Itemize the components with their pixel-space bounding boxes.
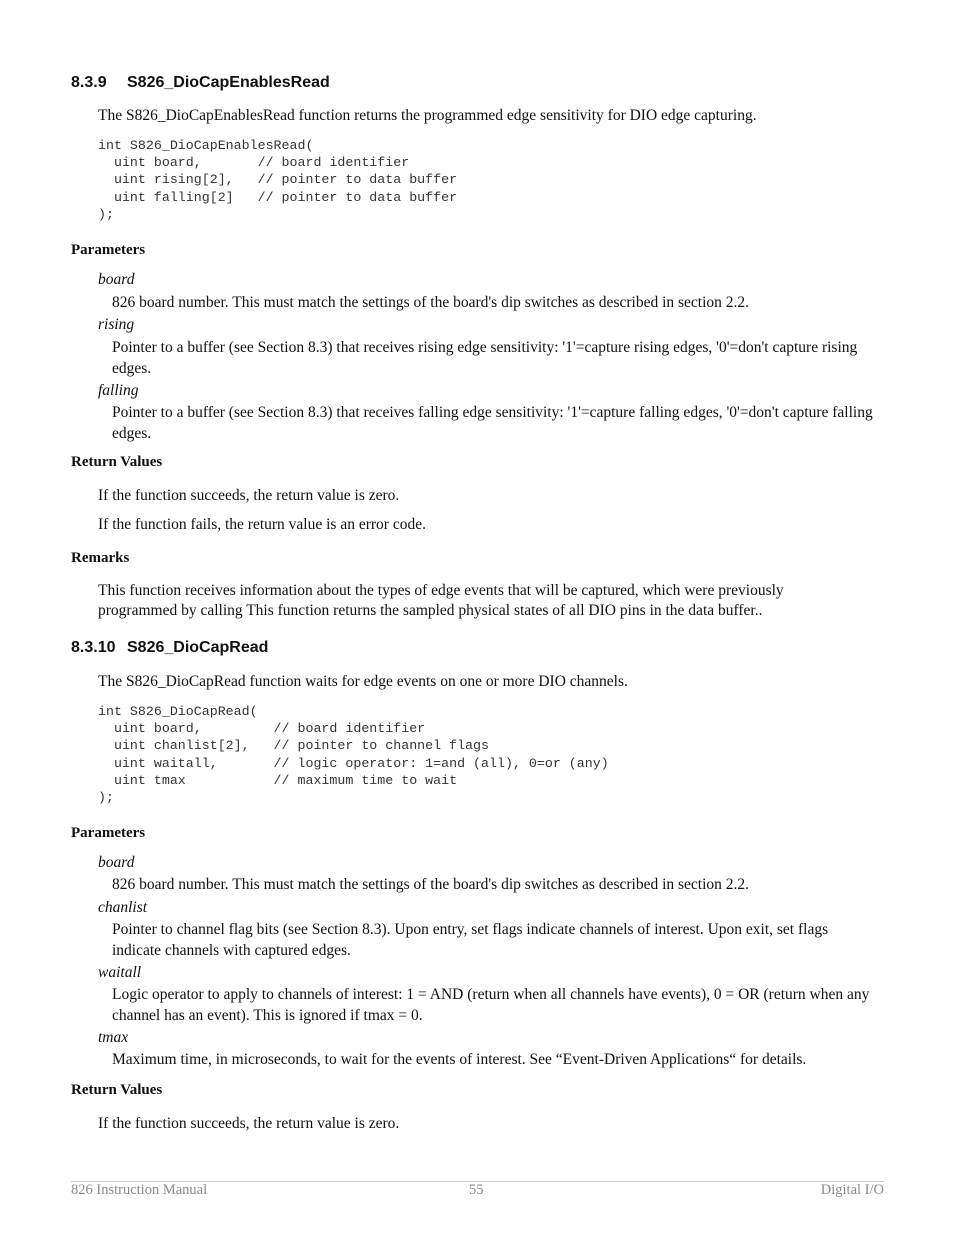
param-desc-board: 826 board number. This must match the settings of the board's dip switches as described in section 2.2.: [112, 294, 750, 311]
return-fail-text: If the function fails, the return value is an error code.: [98, 516, 426, 533]
param-desc-rising: Pointer to a buffer (see Section 8.3) that receives rising edge sensitivity: '1'=capture rising edges, '0'=don't capture rising edges.: [112, 339, 858, 377]
section-title: S826_DioCapRead: [127, 639, 269, 656]
section-number: 8.3.10: [71, 639, 116, 656]
function-prototype-code: int S826_DioCapEnablesRead( uint board, // board identifier uint rising[2], // pointer to data buffer uint falling[2] // pointer to data buffer );: [98, 138, 458, 222]
param-name-chanlist: chanlist: [98, 899, 148, 916]
param-name-board: board: [98, 271, 135, 288]
section-heading-dio-cap-read: [71, 639, 268, 657]
parameters-heading: Parameters: [71, 242, 146, 258]
param-name-waitall: waitall: [98, 964, 142, 981]
param-desc-falling: Pointer to a buffer (see Section 8.3) that receives falling edge sensitivity: '1'=capture falling edges, '0'=don't capture falling edges.: [112, 404, 873, 442]
section-intro: The S826_DioCapEnablesRead function returns the programmed edge sensitivity for DIO edge capturing.: [98, 107, 757, 124]
remarks-heading: Remarks: [71, 550, 130, 566]
param-desc-board: 826 board number. This must match the settings of the board's dip switches as described in section 2.2.: [112, 876, 750, 893]
footer-chapter-name: Digital I/O: [820, 1182, 884, 1198]
param-desc-tmax: Maximum time, in microseconds, to wait for the events of interest. See “Event-Driven Applications“ for details.: [112, 1051, 807, 1068]
function-prototype-code: int S826_DioCapRead( uint board, // board identifier uint chanlist[2], // pointer to channel flags uint waitall, // logic operator: 1=and (all), 0=or (any) uint tmax // maximum time to wait );: [98, 704, 609, 806]
param-name-falling: falling: [98, 382, 139, 399]
param-desc-chanlist: Pointer to channel flag bits (see Section 8.3). Upon entry, set flags indicate channels of interest. Upon exit, set flags indicate channels with captured edges.: [112, 921, 829, 959]
param-name-tmax: tmax: [98, 1029, 129, 1046]
section-number: 8.3.9: [71, 74, 107, 91]
section-intro: The S826_DioCapRead function waits for edge events on one or more DIO channels.: [98, 673, 628, 690]
section-heading-dio-cap-enables-read: [71, 74, 330, 92]
return-success-text: If the function succeeds, the return value is zero.: [98, 1115, 400, 1132]
return-success-text: If the function succeeds, the return value is zero.: [98, 487, 400, 504]
param-name-rising: rising: [98, 316, 135, 333]
parameters-heading: Parameters: [71, 825, 146, 841]
return-values-heading: Return Values: [71, 454, 163, 470]
footer-manual-title: 826 Instruction Manual: [71, 1182, 208, 1198]
return-values-heading: Return Values: [71, 1082, 163, 1098]
param-name-board: board: [98, 854, 135, 871]
section-title: S826_DioCapEnablesRead: [127, 74, 330, 91]
footer-page-number: 55: [469, 1182, 484, 1198]
param-desc-waitall: Logic operator to apply to channels of interest: 1 = AND (return when all channels have events), 0 = OR (return when any channel has an event). This is ignored if tmax = 0.: [112, 986, 870, 1024]
remarks-text: This function receives information about the types of edge events that will be captured, which were previously programmed by calling This function returns the sampled physical states of all DIO pins in the data buffer..: [98, 582, 784, 619]
